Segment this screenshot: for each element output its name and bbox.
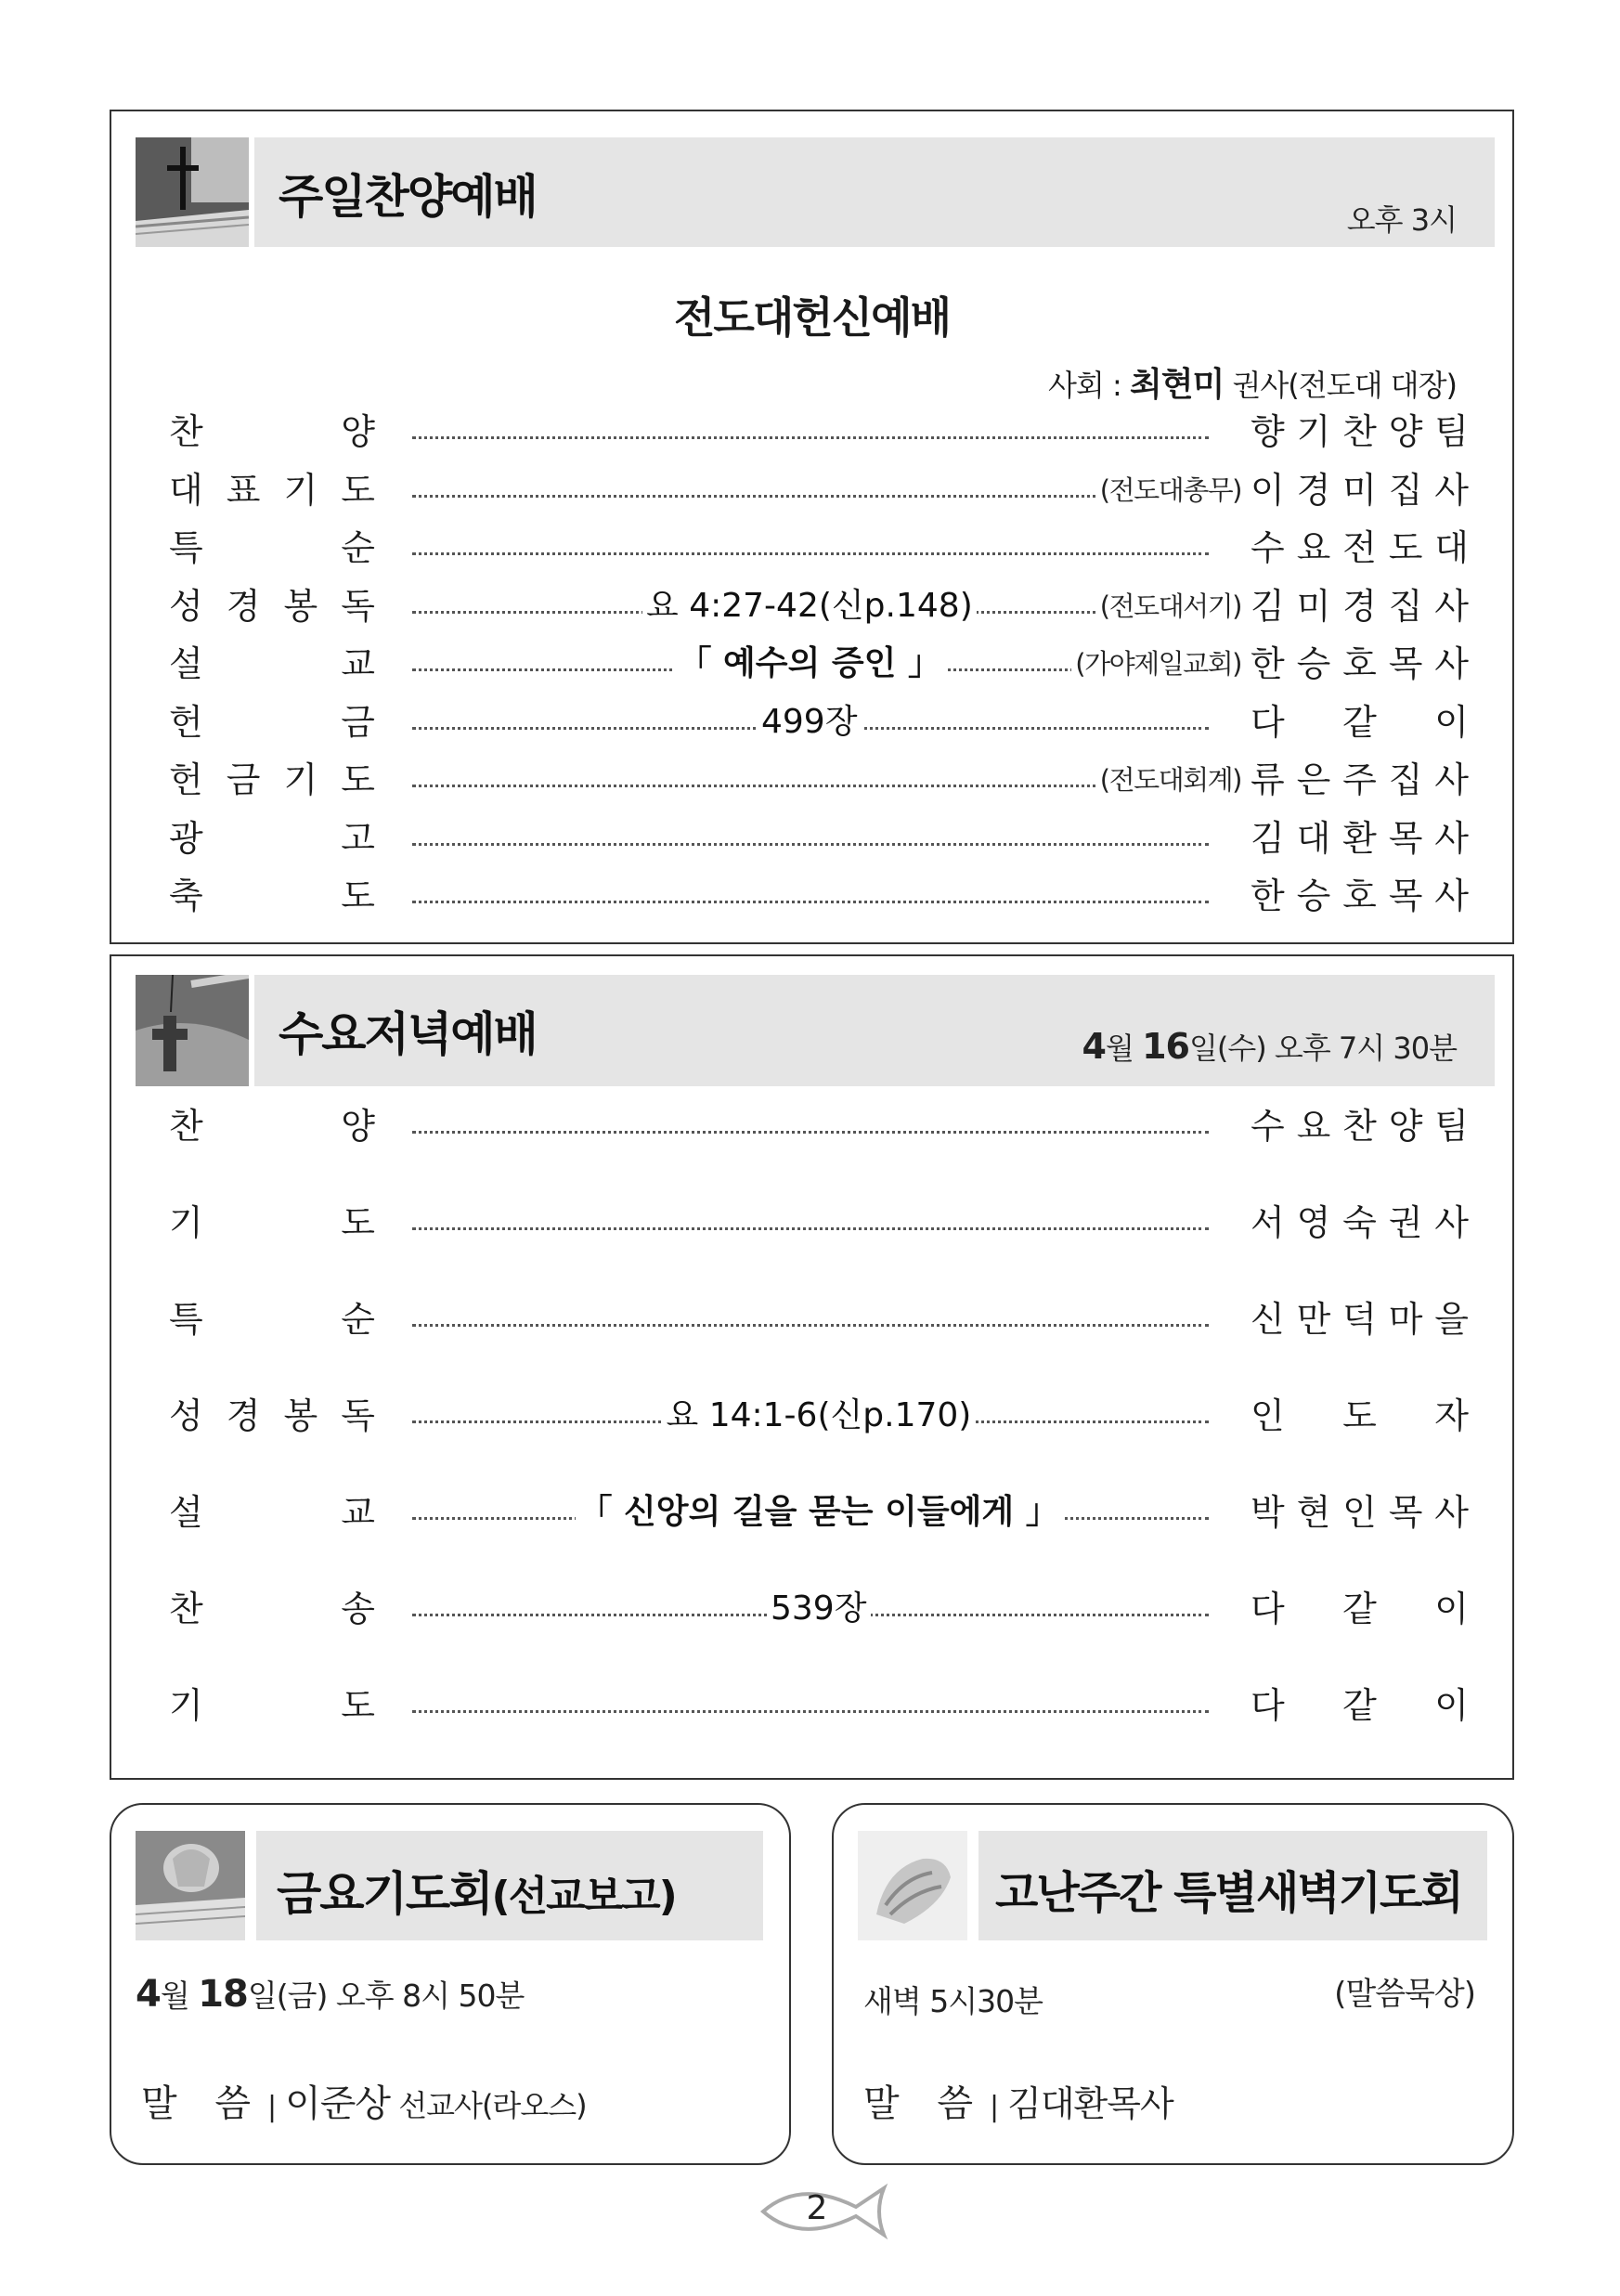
order-label: 헌 금 [169,701,375,743]
order-person: 인 도 자 [1251,1395,1469,1436]
friday-day: 18 [198,1973,248,2016]
wednesday-time [1082,1025,1457,1068]
dawn-prayer-box [832,1803,1514,2165]
order-affiliation: (가야제일교회) [1071,641,1241,687]
order-label: 찬 양 [169,1106,375,1147]
dawn-title: 고난주간 특별새벽기도회 [995,1867,1462,1919]
dawn-word-label: 말 씀 [863,2082,986,2125]
friday-word-label: 말 씀 [141,2082,264,2125]
host-name: 최현미 [1129,366,1225,404]
order-person: 김 미 경 집 사 [1251,585,1469,627]
dawn-separator: | [990,2091,999,2123]
sunday-order-row [169,525,1469,571]
order-person: 신 만 덕 마 을 [1251,1299,1469,1340]
dot-leader [412,785,1209,787]
dawn-time: 새벽 5시30분 [863,1983,1043,2019]
friday-speaker-line [141,2074,587,2127]
order-label: 대 표 기 도 [169,469,375,511]
sunday-order-row [169,583,1469,629]
order-person: 수 요 찬 양 팀 [1251,1106,1469,1147]
order-person: 김 대 환 목 사 [1251,817,1469,859]
wednesday-order-row [169,1393,1469,1439]
order-person: 박 현 인 목 사 [1251,1492,1469,1533]
page-number: 2 [806,2189,828,2227]
sunday-order-row [169,699,1469,746]
friday-time [136,1972,524,2016]
wed-month-unit: 월 [1105,1031,1143,1066]
sunday-order-row [169,873,1469,919]
order-person: 한 승 호 목 사 [1251,643,1469,684]
order-label: 축 도 [169,876,375,916]
dot-leader [412,495,1209,498]
wed-month: 4 [1082,1026,1106,1067]
sunday-service-box [110,110,1514,944]
dawn-note: (말씀묵상) [1334,1976,1475,2013]
dot-leader [412,901,1209,903]
order-affiliation: (전도대회계) [1096,757,1241,803]
dawn-speaker: 김대환목사 [1007,2083,1173,2124]
order-person: 수 요 전 도 대 [1251,527,1469,568]
praying-hands-icon [136,1831,245,1940]
order-label: 헌 금 기 도 [169,759,375,800]
rosary-thumbnail [136,975,249,1086]
wednesday-order-row [169,1103,1469,1149]
praying-hands-bible-thumbnail [136,1831,245,1940]
dot-leader [412,1710,1209,1713]
order-person: 이 경 미 집 사 [1251,469,1469,511]
dot-leader [412,1227,1209,1230]
wednesday-order-row [169,1489,1469,1536]
friday-title [277,1857,676,1924]
friday-separator: | [267,2091,277,2123]
order-detail: 「 예수의 증인 」 [675,641,945,687]
clasped-hands-icon [858,1831,967,1940]
dot-leader [412,1131,1209,1134]
order-detail: 요 14:1-6(신p.170) [663,1393,976,1439]
order-label: 찬 양 [169,411,375,452]
clasped-hands-thumbnail [858,1831,967,1940]
sunday-title: 주일찬양예배 [279,170,537,224]
friday-title-sub: (선교보고) [491,1873,676,1920]
dot-leader [412,552,1209,555]
dot-leader [412,436,1209,439]
wed-day: 16 [1142,1026,1189,1067]
sunday-order-row [169,467,1469,513]
friday-prayer-box [110,1803,791,2165]
order-label: 특 순 [169,1299,375,1340]
sunday-time: 오후 3시 [1346,202,1457,238]
order-person: 서 영 숙 권 사 [1251,1202,1469,1243]
wed-time-rest: 일(수) 오후 7시 30분 [1188,1031,1457,1066]
host-prefix: 사회 : [1048,368,1130,403]
order-label: 찬 송 [169,1589,375,1629]
wednesday-service-box [110,954,1514,1780]
order-label: 설 교 [169,643,375,684]
friday-speaker-role: 선교사(라오스) [390,2088,587,2123]
friday-title-main: 금요기도회 [277,1867,492,1921]
sunday-order-row [169,409,1469,455]
order-label: 기 도 [169,1685,375,1726]
sunday-host [1048,358,1457,406]
friday-month-unit: 월 [160,1978,199,2014]
order-label: 기 도 [169,1202,375,1243]
order-affiliation: (전도대서기) [1096,583,1241,629]
order-label: 광 고 [169,817,375,859]
wednesday-order-row [169,1296,1469,1343]
dot-leader [412,843,1209,846]
wednesday-order-row [169,1682,1469,1729]
friday-speaker: 이준상 [285,2082,391,2125]
friday-time-rest: 일(금) 오후 8시 50분 [247,1978,525,2014]
order-person: 다 같 이 [1251,1685,1469,1726]
cross-bible-thumbnail [136,137,249,247]
order-label: 설 교 [169,1492,375,1533]
order-detail: 「 신앙의 길을 묻는 이들에게 」 [576,1489,1063,1536]
wednesday-title: 수요저녁예배 [279,1007,537,1061]
order-person: 한 승 호 목 사 [1251,876,1469,916]
dot-leader [412,1324,1209,1327]
sunday-order-row [169,757,1469,803]
cross-icon [136,137,249,247]
sunday-subtitle: 전도대헌신예배 [673,292,951,343]
wednesday-order-row [169,1200,1469,1246]
order-person: 다 같 이 [1251,701,1469,743]
sunday-order-row [169,815,1469,862]
friday-month: 4 [136,1973,161,2016]
order-label: 성 경 봉 독 [169,585,375,627]
page-number-fish [754,2174,893,2249]
order-detail: 539장 [767,1586,871,1632]
wooden-cross-icon [136,975,249,1086]
host-suffix: 권사(전도대 대장) [1224,368,1457,403]
order-person: 향 기 찬 양 팀 [1251,411,1469,452]
order-label: 성 경 봉 독 [169,1395,375,1436]
order-person: 다 같 이 [1251,1589,1469,1629]
wednesday-order-row [169,1586,1469,1632]
sunday-order-row [169,641,1469,687]
order-label: 특 순 [169,527,375,568]
order-detail: 요 4:27-42(신p.148) [642,583,977,629]
order-person: 류 은 주 집 사 [1251,759,1469,800]
dawn-speaker-line [863,2074,1173,2127]
order-detail: 499장 [758,699,862,746]
order-affiliation: (전도대총무) [1096,467,1241,513]
